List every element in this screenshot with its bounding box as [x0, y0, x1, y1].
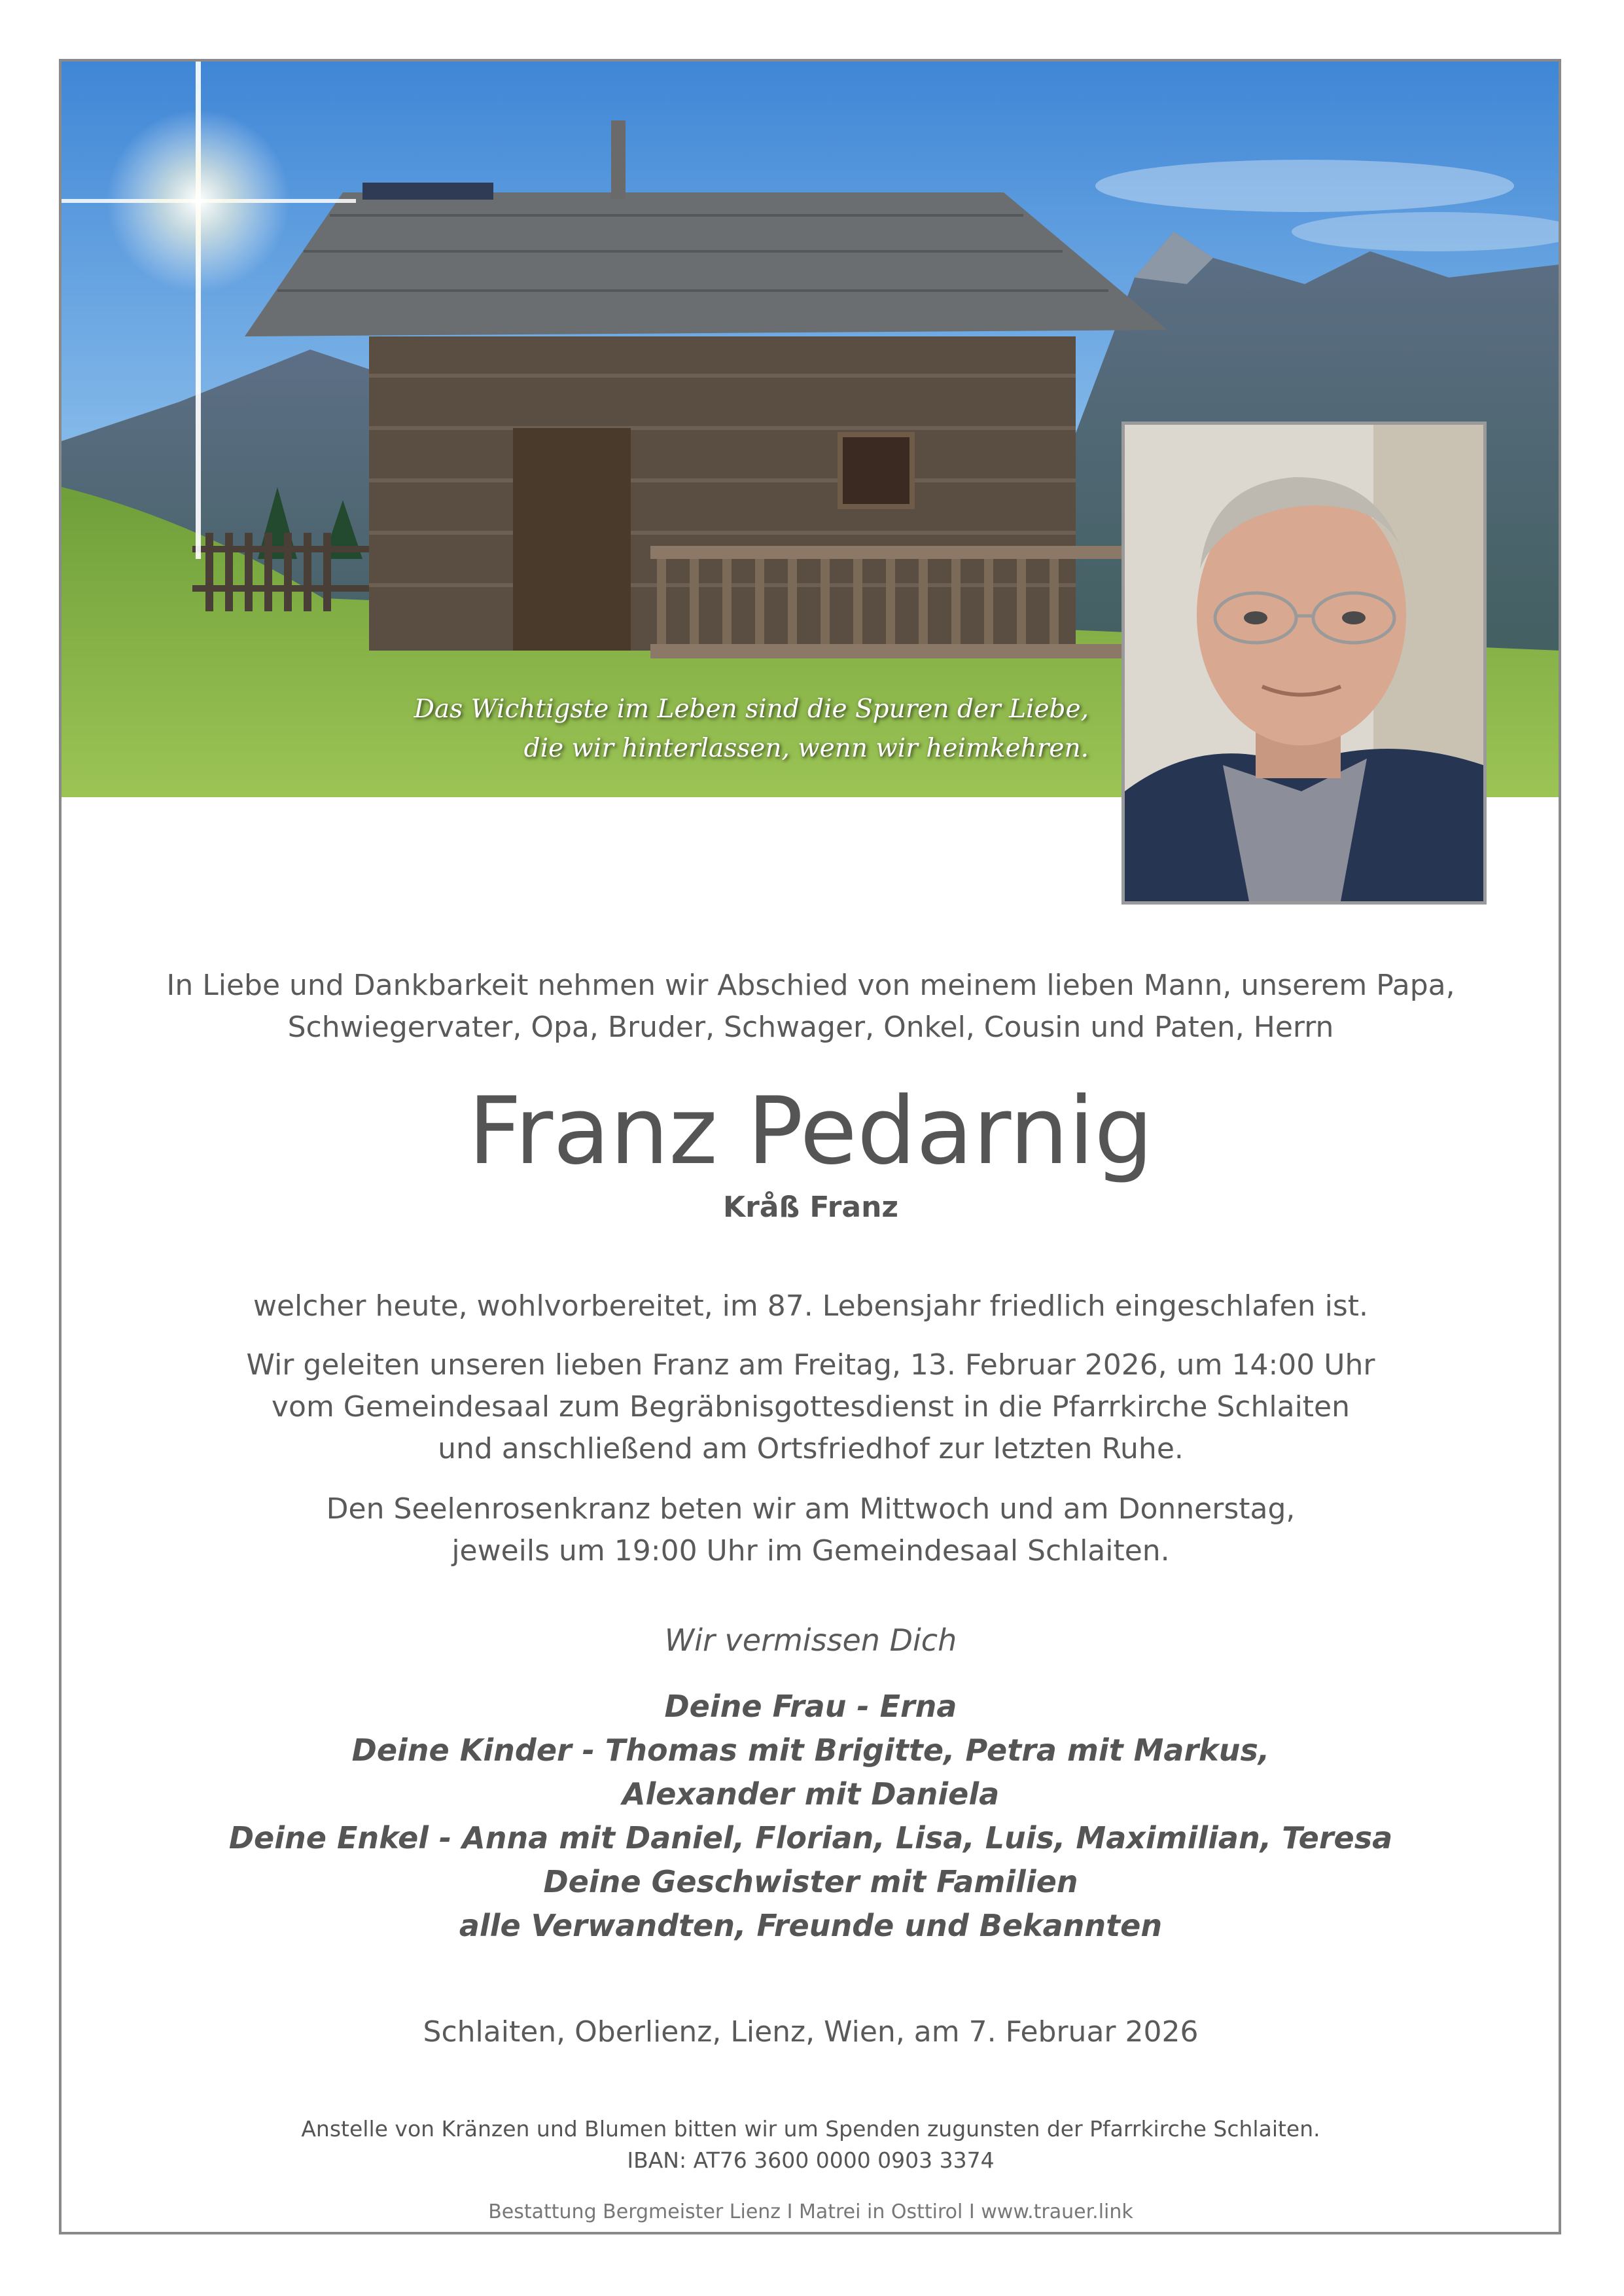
- mourner-line: Alexander mit Daniela: [622, 1776, 1000, 1812]
- mourner-line: Deine Kinder - Thomas mit Brigitte, Petra mit Markus,: [351, 1732, 1270, 1768]
- obituary-card: [59, 59, 1561, 2234]
- mourners-heading: Wir vermissen Dich: [664, 1623, 957, 1658]
- donation-note: [62, 2113, 1560, 2176]
- deceased-nickname: Kråß Franz: [722, 1191, 899, 1224]
- donation-iban: IBAN: AT76 3600 0000 0903 3374: [627, 2147, 995, 2173]
- rosary-line-2: jeweils um 19:00 Uhr im Gemeindesaal Schlaiten.: [451, 1534, 1170, 1568]
- footer-credit: Bestattung Bergmeister Lienz I Matrei in Osttirol I www.trauer.link: [488, 2200, 1133, 2223]
- funeral-paragraph: [62, 1344, 1560, 1470]
- mourner-line: Deine Frau - Erna: [664, 1689, 957, 1724]
- mourner-line: Deine Geschwister mit Familien: [543, 1864, 1078, 1899]
- portrait-photo: [1121, 422, 1487, 905]
- funeral-line-3: und anschließend am Ortsfriedhof zur letzten Ruhe.: [438, 1432, 1184, 1465]
- deceased-name: Franz Pedarnig: [468, 1077, 1154, 1185]
- mourner-line: alle Verwandten, Freunde und Bekannten: [459, 1908, 1163, 1943]
- donation-line-1: Anstelle von Kränzen und Blumen bitten wir um Spenden zugunsten der Pfarrkirche Schlaiten.: [301, 2116, 1320, 2142]
- quote-line-1: Das Wichtigste im Leben sind die Spuren der Liebe,: [414, 694, 1089, 724]
- rosary-paragraph: [62, 1488, 1560, 1572]
- intro-line-1: In Liebe und Dankbarkeit nehmen wir Abschied von meinem lieben Mann, unserem Papa,: [166, 969, 1455, 1002]
- mourner-line: Deine Enkel - Anna mit Daniel, Florian, Lisa, Luis, Maximilian, Teresa: [228, 1820, 1393, 1856]
- funeral-line-1: Wir geleiten unseren lieben Franz am Freitag, 13. Februar 2026, um 14:00 Uhr: [246, 1348, 1375, 1382]
- intro-line-2: Schwiegervater, Opa, Bruder, Schwager, Onkel, Cousin und Paten, Herrn: [287, 1011, 1334, 1044]
- portrait-image: [1125, 425, 1483, 901]
- place-date: Schlaiten, Oberlienz, Lienz, Wien, am 7. Februar 2026: [423, 2015, 1199, 2049]
- passing-paragraph: welcher heute, wohlvorbereitet, im 87. Lebensjahr friedlich eingeschlafen ist.: [253, 1289, 1368, 1323]
- funeral-line-2: vom Gemeindesaal zum Begräbnisgottesdienst in die Pfarrkirche Schlaiten: [271, 1390, 1350, 1424]
- quote-line-2: die wir hinterlassen, wenn wir heimkehren.: [523, 734, 1089, 763]
- hero-quote: [414, 690, 1089, 768]
- mourners-list: [62, 1685, 1560, 1948]
- intro-text: [62, 965, 1560, 1049]
- rosary-line-1: Den Seelenrosenkranz beten wir am Mittwoch und am Donnerstag,: [326, 1492, 1296, 1526]
